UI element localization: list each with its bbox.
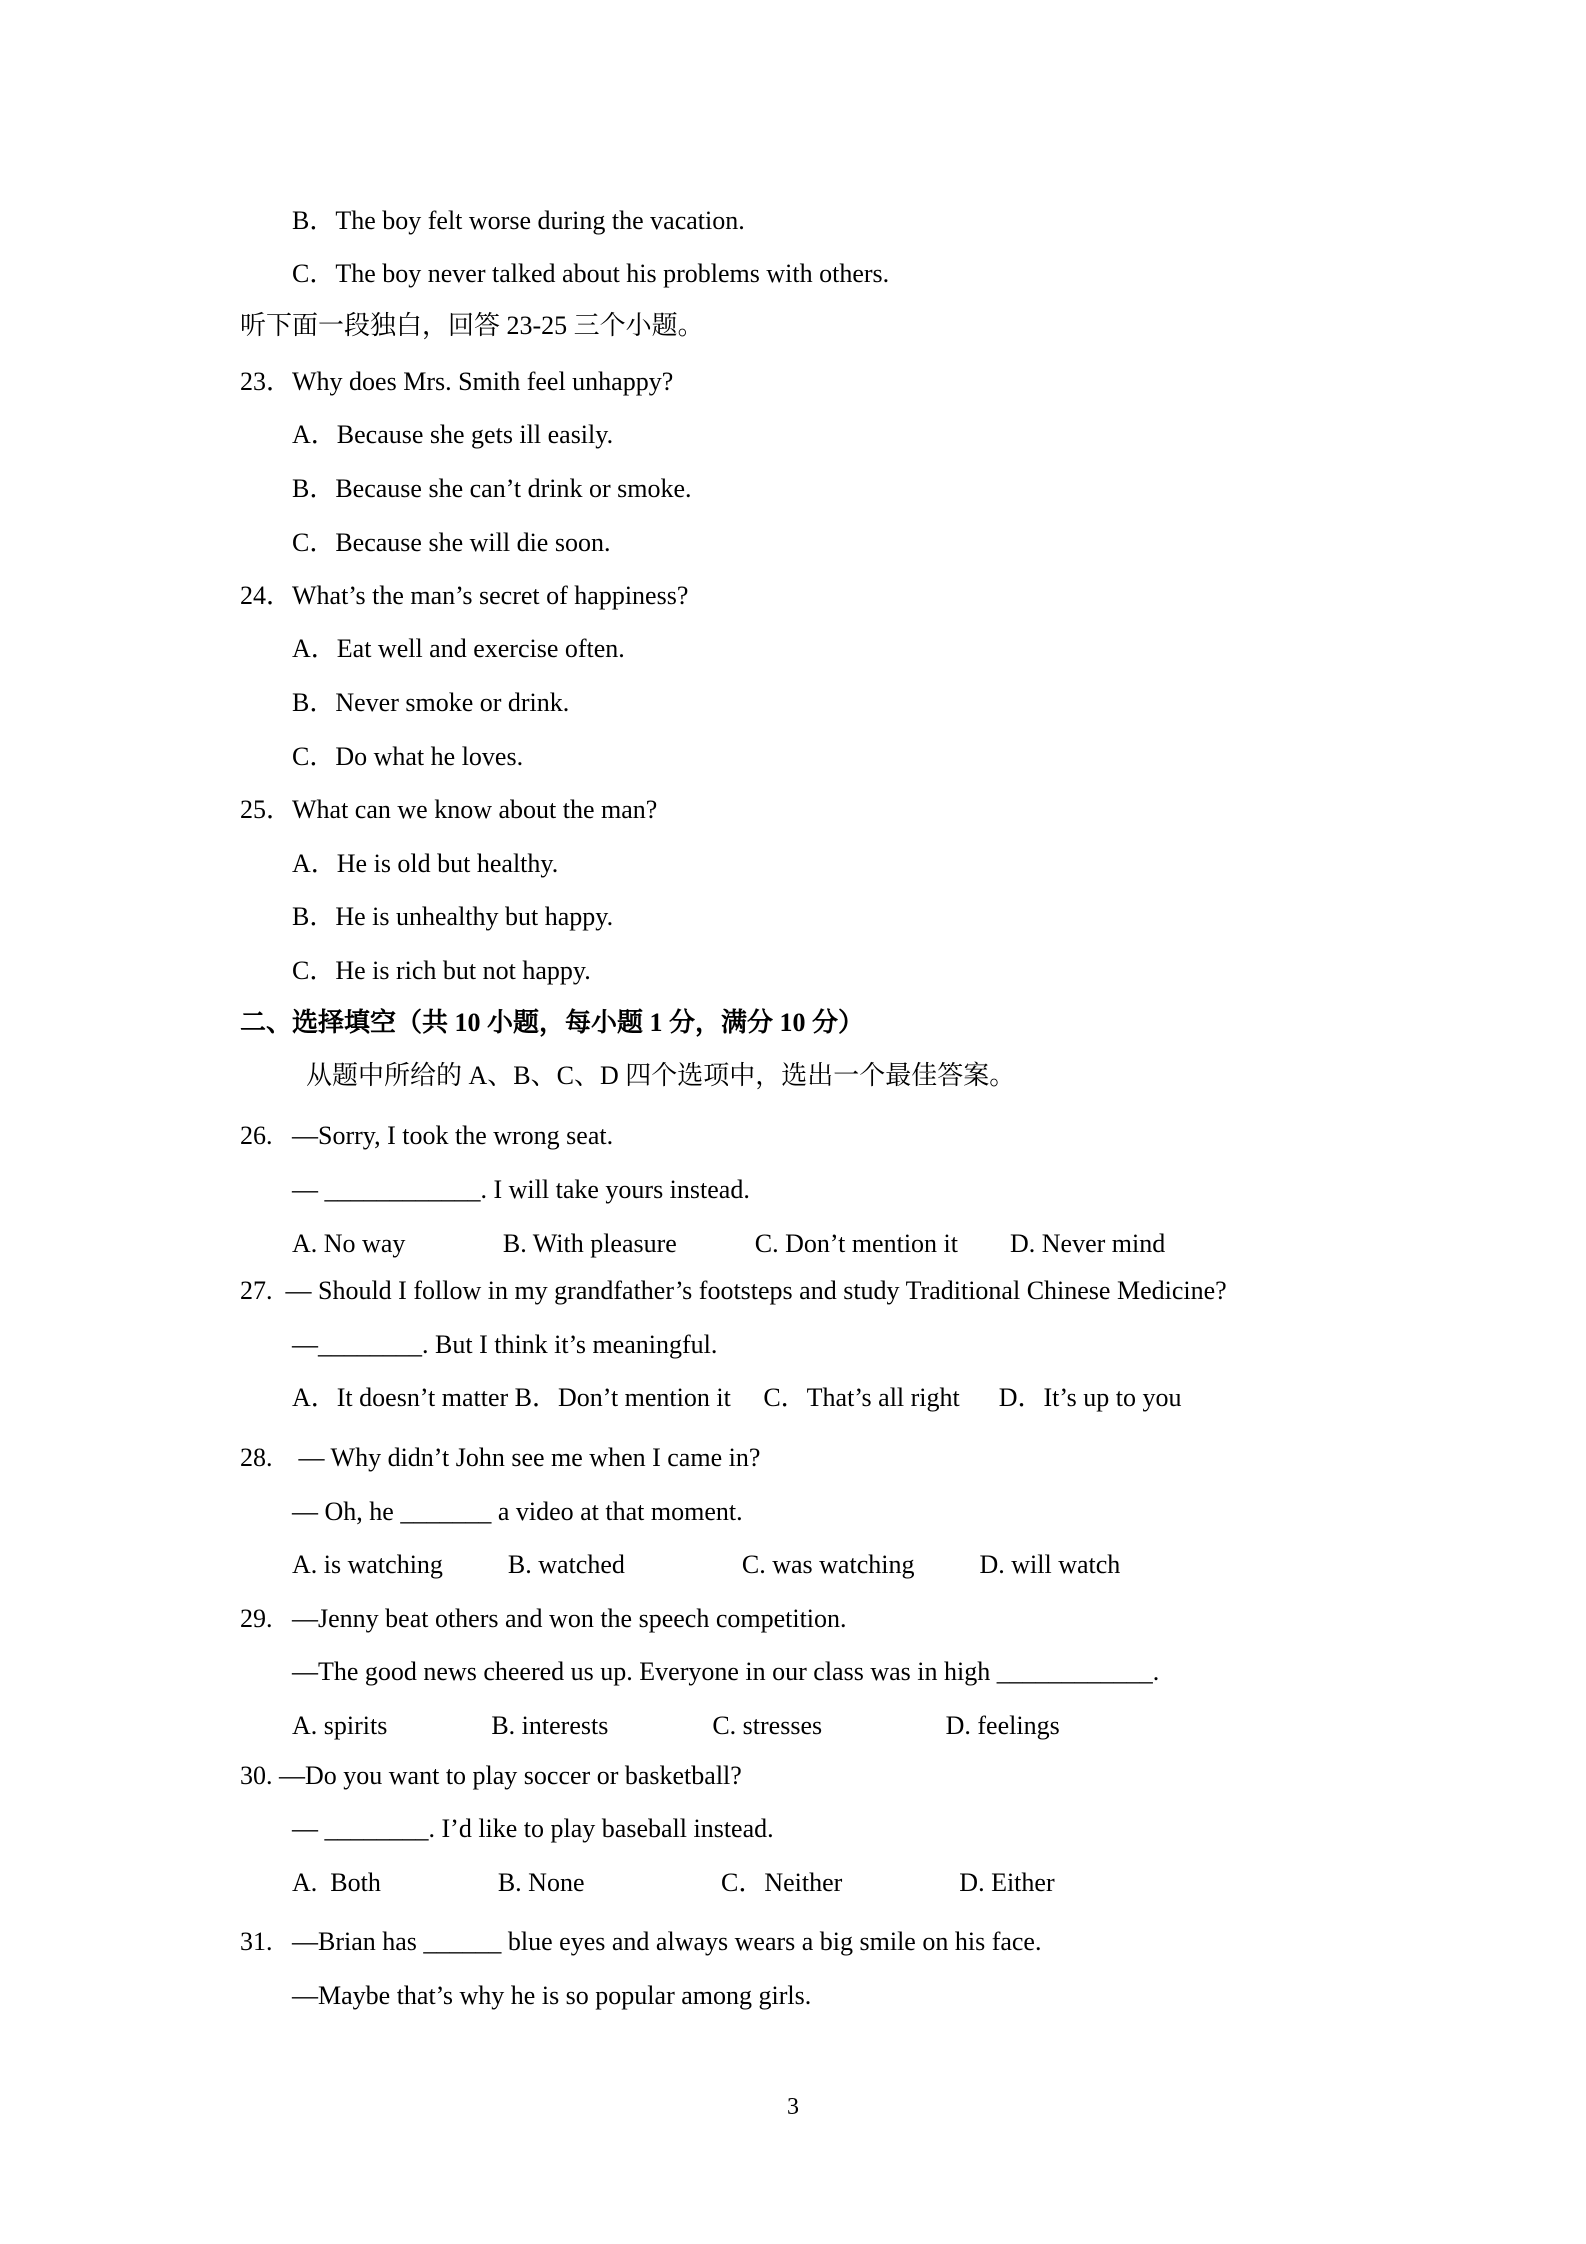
option-21-c: C．The boy never talked about his problems with others. [292, 259, 890, 288]
option-24-a: A．Eat well and exercise often. [292, 634, 625, 663]
question-31-response: —Maybe that’s why he is so popular among girls. [292, 1981, 812, 2010]
question-29: 29. —Jenny beat others and won the speech competition. [240, 1604, 847, 1633]
section-instruction-monologue: 听下面一段独白，回答 23-25 三个小题。 [240, 311, 704, 340]
question-28: 28. — Why didn’t John see me when I came in? [240, 1443, 761, 1472]
question-26-response: — ____________. I will take yours instead. [292, 1175, 750, 1204]
question-31: 31. —Brian has ______ blue eyes and always wears a big smile on his face. [240, 1927, 1042, 1956]
option-25-c: C．He is rich but not happy. [292, 956, 591, 985]
option-23-c: C．Because she will die soon. [292, 528, 611, 557]
page-number: 3 [787, 2094, 799, 2120]
question-30: 30. —Do you want to play soccer or basketball? [240, 1761, 742, 1790]
question-23: 23．Why does Mrs. Smith feel unhappy? [240, 367, 674, 396]
options-27: A．It doesn’t matter B．Don’t mention it C．That’s all right D．It’s up to you [292, 1383, 1182, 1412]
question-27-response: —________. But I think it’s meaningful. [292, 1330, 718, 1359]
option-24-b: B．Never smoke or drink. [292, 688, 570, 717]
options-28: A. is watching B. watched C. was watching D. will watch [292, 1550, 1121, 1579]
section-heading-2: 二、选择填空（共 10 小题，每小题 1 分，满分 10 分） [240, 1008, 865, 1037]
section-instruction-2: 从题中所给的 A、B、C、D 四个选项中，选出一个最佳答案。 [306, 1061, 1016, 1090]
option-21-b: B．The boy felt worse during the vacation. [292, 206, 745, 235]
question-25: 25．What can we know about the man? [240, 795, 658, 824]
question-24: 24．What’s the man’s secret of happiness? [240, 581, 689, 610]
question-30-response: — ________. I’d like to play baseball instead. [292, 1814, 774, 1843]
options-26: A. No way B. With pleasure C. Don’t mention it D. Never mind [292, 1229, 1166, 1258]
option-23-b: B．Because she can’t drink or smoke. [292, 474, 692, 503]
options-30: A. Both B. None C．Neither D. Either [292, 1868, 1055, 1897]
options-29: A. spirits B. interests C. stresses D. feelings [292, 1711, 1060, 1740]
question-27: 27. — Should I follow in my grandfather’s footsteps and study Traditional Chinese Medicine? [240, 1276, 1227, 1305]
question-28-response: — Oh, he _______ a video at that moment. [292, 1497, 743, 1526]
question-29-response: —The good news cheered us up. Everyone in our class was in high ____________. [292, 1657, 1160, 1686]
option-24-c: C．Do what he loves. [292, 742, 524, 771]
option-25-b: B．He is unhealthy but happy. [292, 902, 614, 931]
option-23-a: A．Because she gets ill easily. [292, 420, 614, 449]
option-25-a: A．He is old but healthy. [292, 849, 559, 878]
question-26: 26. —Sorry, I took the wrong seat. [240, 1121, 614, 1150]
